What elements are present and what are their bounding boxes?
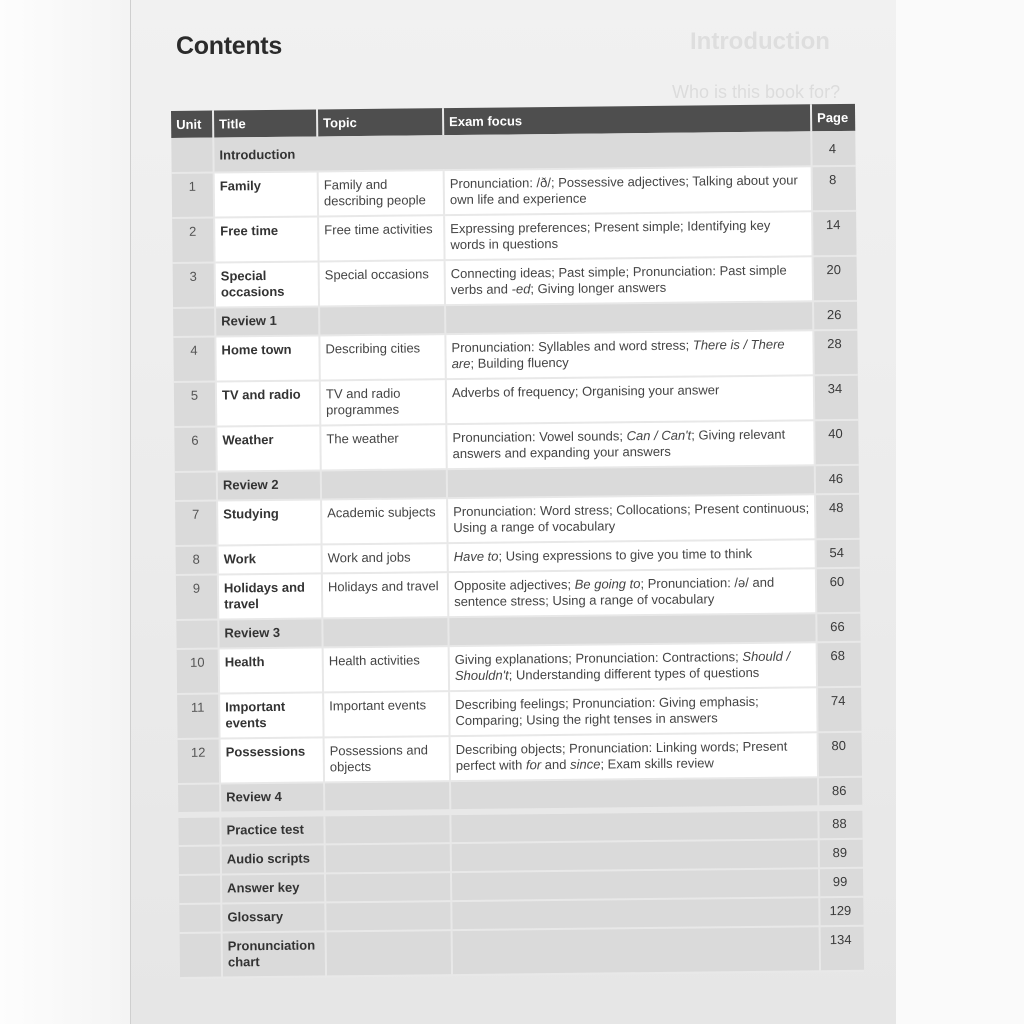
unit-title: Home town xyxy=(215,335,319,381)
unit-page: 8 xyxy=(812,166,856,211)
unit-topic: The weather xyxy=(320,424,446,470)
review-page: 26 xyxy=(813,301,857,330)
unit-topic: Health activities xyxy=(323,646,449,692)
unit-exam-focus: Pronunciation: Word stress; Collocations; Present continuous; Using a range of vocabulary xyxy=(447,494,815,543)
left-margin xyxy=(0,0,130,1024)
unit-number: 5 xyxy=(174,382,216,427)
back-matter-exam xyxy=(451,897,819,930)
unit-page: 80 xyxy=(818,732,862,777)
review-title: Review 3 xyxy=(218,618,322,648)
exam-focus-italic: Should / Shouldn't xyxy=(454,648,791,684)
unit-topic: Holidays and travel xyxy=(322,572,448,618)
exam-focus-italic: There is / There are xyxy=(451,336,785,372)
unit-exam-focus xyxy=(445,256,813,305)
unit-exam-focus xyxy=(448,539,816,572)
unit-title: Holidays and travel xyxy=(218,573,322,619)
right-margin xyxy=(896,0,1024,1024)
back-matter-topic xyxy=(326,930,452,976)
unit-exam-focus xyxy=(446,420,814,469)
header-exam-focus: Exam focus xyxy=(443,104,811,135)
review-exam-empty xyxy=(447,465,815,498)
back-matter-row xyxy=(180,926,864,978)
intro-page: 4 xyxy=(811,131,855,166)
exam-focus-italic: for xyxy=(525,757,542,773)
back-matter-title: Answer key xyxy=(221,873,325,903)
header-title: Title xyxy=(213,109,317,137)
table-row xyxy=(173,256,857,308)
exam-focus-text: Describing objects; Pronunciation: Linking words; Present perfect with xyxy=(455,738,788,774)
exam-focus-italic: Be going to xyxy=(574,576,641,592)
unit-number xyxy=(173,308,215,337)
review-topic-empty xyxy=(322,617,448,647)
review-page: 46 xyxy=(815,465,859,494)
exam-focus-text: ; Exam skills review xyxy=(600,755,714,772)
back-matter-unit xyxy=(180,933,222,978)
back-matter-topic xyxy=(324,815,450,844)
contents-table xyxy=(171,104,864,979)
table-row xyxy=(172,211,856,263)
back-matter-unit xyxy=(179,875,221,904)
back-matter-topic xyxy=(325,901,451,931)
exam-focus-italic: Can / Can't xyxy=(626,427,692,444)
unit-exam-focus xyxy=(449,642,817,691)
unit-page: 34 xyxy=(814,375,858,420)
exam-focus-text: ; Giving relevant answers and expanding your answers xyxy=(452,426,786,462)
unit-title: Work xyxy=(218,544,322,574)
unit-topic: TV and radio programmes xyxy=(320,379,446,425)
unit-exam-focus xyxy=(445,330,813,379)
unit-page: 20 xyxy=(813,256,857,301)
back-matter-exam xyxy=(451,868,819,901)
exam-focus-text: ; Understanding different types of questions xyxy=(508,664,760,683)
back-matter-exam xyxy=(450,811,818,843)
header-unit: Unit xyxy=(171,111,213,138)
back-matter-title: Practice test xyxy=(220,816,324,845)
unit-title: Free time xyxy=(214,216,318,262)
unit-title: Possessions xyxy=(220,737,324,783)
unit-number xyxy=(178,784,220,813)
back-matter-exam xyxy=(451,839,819,872)
unit-topic: Describing cities xyxy=(319,334,445,380)
intro-unit-cell xyxy=(171,138,213,173)
review-exam-empty xyxy=(450,777,818,810)
exam-focus-text: and xyxy=(541,756,571,773)
page-title: Contents xyxy=(176,32,282,60)
back-matter-page: 134 xyxy=(820,926,864,971)
unit-title: Important events xyxy=(219,692,323,738)
header-page: Page xyxy=(811,104,855,131)
unit-topic: Possessions and objects xyxy=(324,736,450,782)
unit-number xyxy=(176,620,218,649)
unit-title: Weather xyxy=(216,425,320,471)
unit-exam-focus: Adverbs of frequency; Organising your answer xyxy=(446,375,814,424)
exam-focus-text: Opposite adjectives; xyxy=(453,576,575,594)
exam-focus-text: ; Using expressions to give you time to think xyxy=(498,545,753,564)
unit-topic: Work and jobs xyxy=(322,543,448,573)
exam-focus-text: ; Pronunciation: /ə/ and sentence stress; Using a range of vocabulary xyxy=(454,574,775,610)
table-row xyxy=(174,375,858,427)
unit-page: 54 xyxy=(816,539,860,568)
back-matter-unit xyxy=(179,846,221,875)
review-title: Review 1 xyxy=(215,306,319,336)
back-matter-title: Audio scripts xyxy=(221,844,325,874)
review-title: Review 2 xyxy=(217,470,321,500)
review-exam-empty xyxy=(445,301,813,334)
header-topic: Topic xyxy=(317,108,443,136)
exam-focus-italic: Have to xyxy=(453,548,499,565)
unit-number: 8 xyxy=(176,546,218,575)
table-row xyxy=(177,642,861,694)
unit-page: 68 xyxy=(817,642,861,687)
table-row xyxy=(175,494,859,546)
table-row xyxy=(177,687,861,739)
unit-number: 4 xyxy=(173,337,215,382)
unit-exam-focus: Describing feelings; Pronunciation: Giving emphasis; Comparing; Using the right tenses in answers xyxy=(449,687,817,736)
unit-number: 12 xyxy=(178,739,220,784)
table-row xyxy=(174,420,858,472)
unit-page: 40 xyxy=(814,420,858,465)
unit-exam-focus xyxy=(448,568,816,617)
unit-topic: Important events xyxy=(323,691,449,737)
unit-number: 10 xyxy=(177,649,219,694)
review-page: 66 xyxy=(816,613,860,642)
exam-focus-text: Pronunciation: Syllables and word stress; xyxy=(451,337,693,356)
exam-focus-text: ; Building fluency xyxy=(470,354,569,371)
unit-exam-focus xyxy=(450,732,818,781)
unit-number: 1 xyxy=(172,173,214,218)
back-matter-unit xyxy=(178,818,220,846)
review-page: 86 xyxy=(818,777,862,806)
unit-topic: Family and describing people xyxy=(318,170,444,216)
table-row xyxy=(178,732,862,784)
unit-title: Special occasions xyxy=(215,261,319,307)
unit-page: 14 xyxy=(812,211,856,256)
unit-topic: Academic subjects xyxy=(321,498,447,544)
review-topic-empty xyxy=(321,469,447,499)
back-matter-page: 99 xyxy=(819,868,863,897)
back-matter-page: 129 xyxy=(819,897,863,926)
review-topic-empty xyxy=(319,305,445,335)
unit-number: 3 xyxy=(173,263,215,308)
exam-focus-italic: since xyxy=(569,756,601,772)
back-matter-title: Pronunciation chart xyxy=(222,931,326,977)
back-matter-page: 89 xyxy=(819,839,863,868)
unit-title: TV and radio xyxy=(216,380,320,426)
exam-focus-text: ; Giving longer answers xyxy=(530,279,667,297)
unit-number xyxy=(175,472,217,501)
unit-exam-focus: Pronunciation: /ð/; Possessive adjectives; Talking about your own life and experience xyxy=(444,166,812,215)
unit-title: Family xyxy=(214,171,318,217)
back-matter-topic xyxy=(325,872,451,902)
exam-focus-text: Pronunciation: Vowel sounds; xyxy=(452,428,627,446)
table-row xyxy=(176,568,860,620)
exam-focus-text: Giving explanations; Pronunciation: Contractions; xyxy=(454,649,743,668)
back-matter-unit xyxy=(179,904,221,933)
background-heading: Introduction xyxy=(690,28,830,55)
review-topic-empty xyxy=(324,781,450,811)
back-matter-topic xyxy=(325,843,451,873)
unit-number: 2 xyxy=(172,218,214,263)
review-title: Review 4 xyxy=(220,782,324,812)
back-matter-exam xyxy=(452,926,820,975)
unit-topic: Special occasions xyxy=(319,260,445,306)
background-subheading: Who is this book for? xyxy=(672,82,841,102)
exam-focus-text: Connecting ideas; Past simple; Pronunciation: Past simple verbs and xyxy=(450,262,787,298)
table-row xyxy=(172,166,856,218)
unit-number: 9 xyxy=(176,575,218,620)
unit-page: 48 xyxy=(815,494,859,539)
unit-exam-focus: Expressing preferences; Present simple; Identifying key words in questions xyxy=(444,211,812,260)
exam-focus-italic: -ed xyxy=(511,281,531,297)
unit-number: 7 xyxy=(175,501,217,546)
back-matter-title: Glossary xyxy=(221,902,325,932)
unit-topic: Free time activities xyxy=(318,215,444,261)
unit-page: 28 xyxy=(813,330,857,375)
unit-page: 74 xyxy=(817,687,861,732)
table-row xyxy=(173,330,857,382)
unit-title: Studying xyxy=(217,499,321,545)
unit-number: 6 xyxy=(174,427,216,472)
unit-title: Health xyxy=(219,647,323,693)
unit-page: 60 xyxy=(816,568,860,613)
intro-title: Introduction xyxy=(213,131,811,172)
back-matter-page: 88 xyxy=(818,811,862,839)
review-exam-empty xyxy=(448,613,816,646)
unit-number: 11 xyxy=(177,694,219,739)
